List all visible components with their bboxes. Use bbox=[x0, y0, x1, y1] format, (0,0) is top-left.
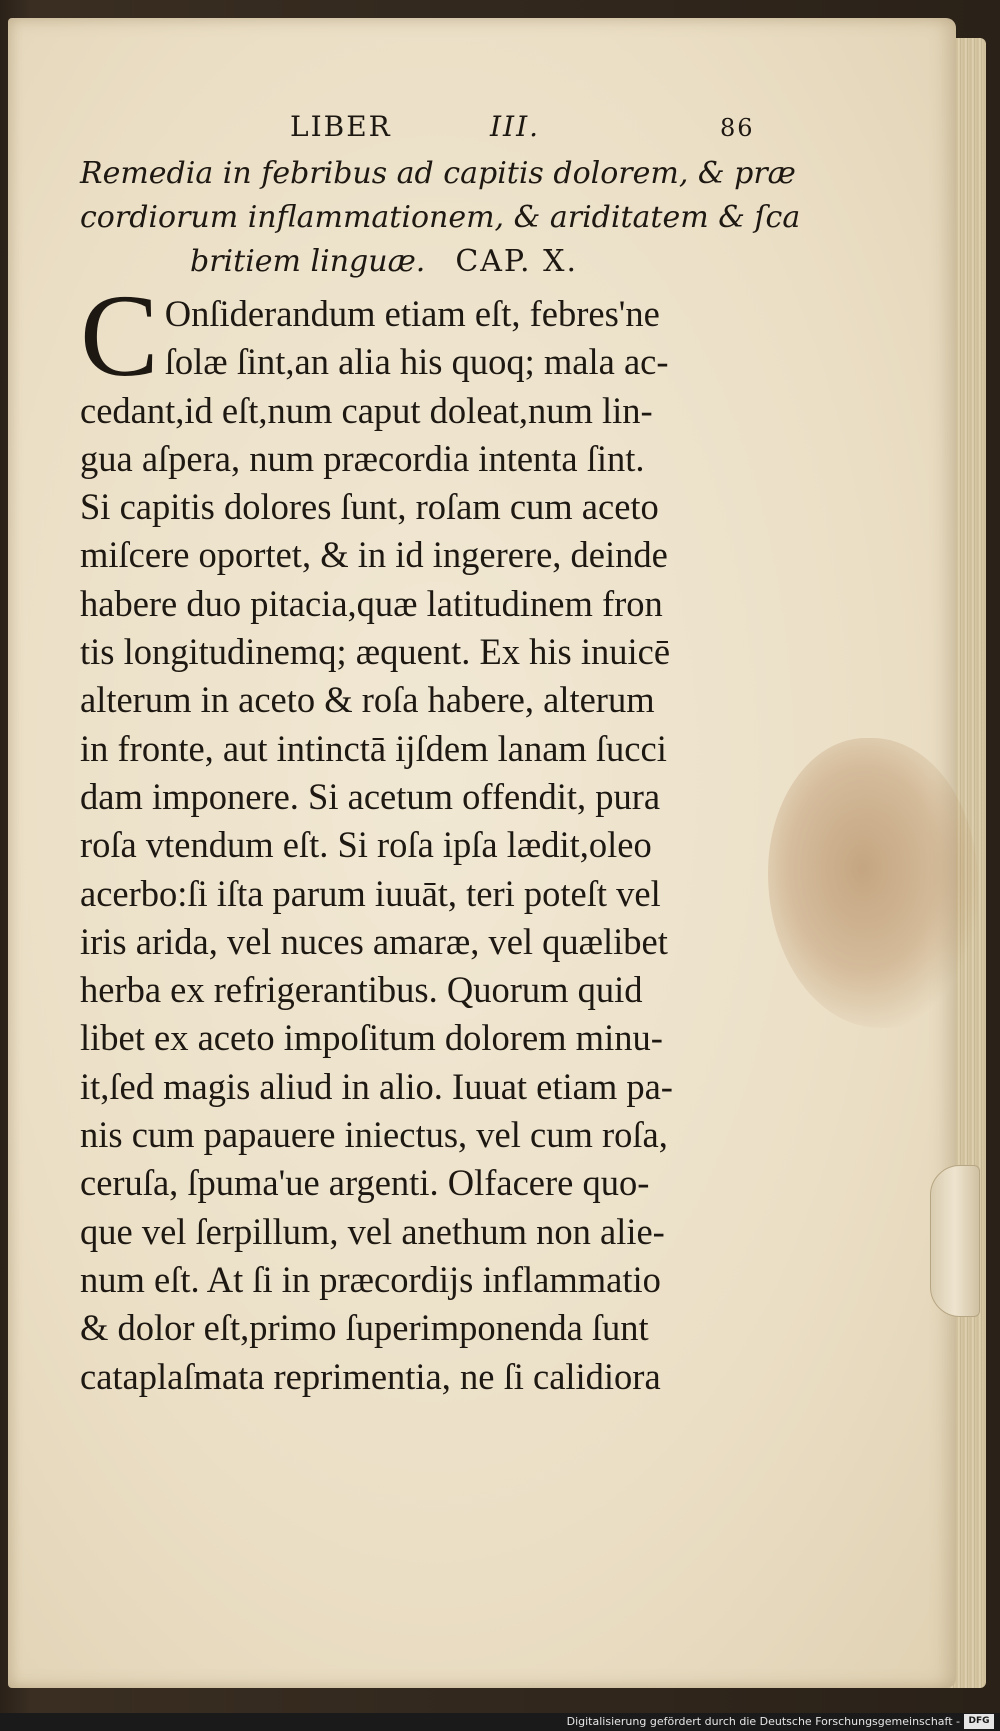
body-line: gua aſpera, num præcordia intenta ſint. bbox=[80, 437, 645, 479]
chapter-heading-line-1: Remedia in febribus ad capitis dolorem, & præ bbox=[80, 156, 796, 191]
chapter-number: CAP. X. bbox=[455, 244, 579, 279]
body-line: iris arida, vel nuces amaræ, vel quælibet bbox=[80, 920, 668, 962]
body-line: nis cum papauere iniectus, vel cum roſa, bbox=[80, 1114, 668, 1156]
digitization-credit: Digitalisierung gefördert durch die Deutsche Forschungsgemeinschaft - bbox=[566, 1715, 960, 1728]
body-line: Si capitis dolores ſunt, roſam cum aceto bbox=[80, 486, 659, 528]
text-block bbox=[80, 110, 801, 1401]
folio-number: 86 bbox=[720, 114, 755, 142]
body-line: habere duo pitacia,quæ latitudinem fron bbox=[80, 582, 663, 624]
body-line: tis longitudinemq; æquent. Ex his inuicē bbox=[80, 631, 671, 673]
body-line: ſolæ ſint,an alia his quoq; mala ac- bbox=[164, 341, 669, 383]
running-head-book: III. bbox=[490, 110, 541, 143]
body-line: alterum in aceto & roſa habere, alterum bbox=[80, 679, 655, 721]
body-line: it,ſed magis aliud in alio. Iuuat etiam pa- bbox=[80, 1065, 673, 1107]
running-head bbox=[80, 110, 770, 152]
dfg-logo: DFG bbox=[964, 1714, 994, 1729]
body-line: & dolor eſt,primo ſuperimponenda ſunt bbox=[80, 1307, 649, 1349]
running-head-title: LIBER bbox=[290, 110, 392, 143]
chapter-heading-line-2: cordiorum inflammationem, & ariditatem & ſca bbox=[80, 200, 801, 235]
body-line: num eſt. At ſi in præcordijs inflammatio bbox=[80, 1258, 661, 1300]
body-line: Onſiderandum etiam eſt, febres'ne bbox=[164, 293, 660, 334]
page-clip bbox=[930, 1165, 980, 1317]
water-stain bbox=[768, 738, 978, 1028]
body-line: herba ex refrigerantibus. Quorum quid bbox=[80, 969, 643, 1011]
body-text bbox=[80, 270, 770, 1401]
body-line: cataplaſmata reprimentia, ne ſi calidiora bbox=[80, 1355, 661, 1397]
body-line: dam imponere. Si acetum offendit, pura bbox=[80, 775, 661, 817]
chapter-heading-text: britiem linguæ. bbox=[190, 244, 426, 279]
body-line: acerbo:ſi iſta parum iuuāt, teri poteſt vel bbox=[80, 872, 661, 914]
body-line: cedant,id eſt,num caput doleat,num lin- bbox=[80, 389, 653, 431]
body-line: libet ex aceto impoſitum dolorem minu- bbox=[80, 1017, 663, 1059]
body-line: roſa vtendum eſt. Si roſa ipſa lædit,oleo bbox=[80, 824, 652, 866]
body-line: que vel ſerpillum, vel anethum non alie- bbox=[80, 1210, 665, 1252]
body-line: ceruſa, ſpuma'ue argenti. Olfacere quo- bbox=[80, 1162, 650, 1204]
chapter-heading-line-3 bbox=[80, 240, 770, 284]
body-line: miſcere oportet, & in id ingerere, deinde bbox=[80, 534, 668, 576]
drop-initial: C bbox=[80, 270, 159, 401]
body-line: in fronte, aut intinctā ijſdem lanam ſucci bbox=[80, 727, 667, 769]
